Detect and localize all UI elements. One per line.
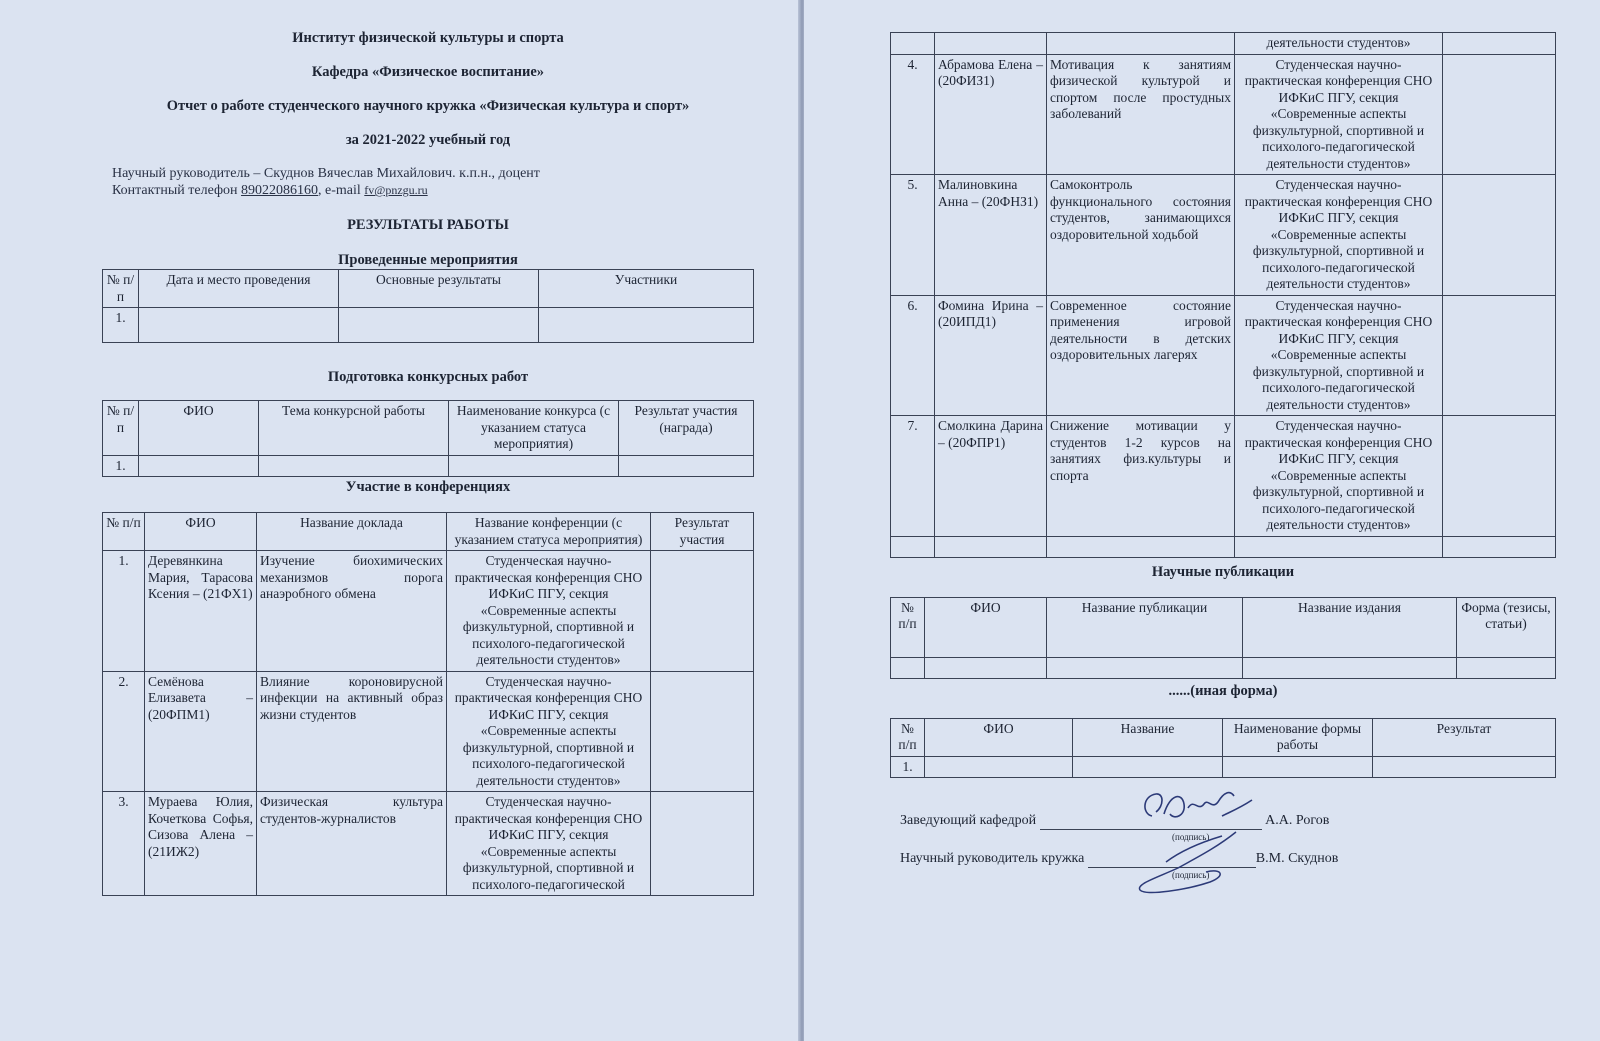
table-row <box>891 54 1556 175</box>
signature-caption: (подпись) <box>1172 832 1210 842</box>
table-cell: Семёнова Елизавета – (20ФПМ1) <box>145 671 257 792</box>
table-cell: Изучение биохимических механизмов порога анаэробного обмена <box>257 551 447 672</box>
leader-signature-line <box>900 850 1338 868</box>
col-header: Название издания <box>1243 597 1457 657</box>
table-cell <box>539 308 754 343</box>
table-cell <box>891 33 935 55</box>
table-row <box>891 756 1556 778</box>
table-cell <box>935 33 1047 55</box>
col-header: № п/п <box>891 597 925 657</box>
col-header: Результат участия <box>651 513 754 551</box>
col-header: Наименование формы работы <box>1223 718 1373 756</box>
table-cell: Студенческая научно-практическая конференция СНО ИФКиС ПГУ, секция «Современные аспекты физкультурной, спортивной и психолого-педагогической деятельности студентов» <box>1235 416 1443 537</box>
table-row <box>103 455 754 477</box>
report-title: Отчет о работе студенческого научного кружка «Физическая культура и спорт» <box>166 98 690 114</box>
table-header-row <box>891 718 1556 756</box>
table-row <box>891 295 1556 416</box>
table-row <box>891 33 1556 55</box>
table-cell: Студенческая научно-практическая конференция СНО ИФКиС ПГУ, секция «Современные аспекты физкультурной, спортивной и психолого-педагогической деятельности студентов» <box>447 671 651 792</box>
table-row <box>103 551 754 672</box>
col-header: ФИО <box>145 513 257 551</box>
table-cell <box>1373 756 1556 778</box>
table-cell: 2. <box>103 671 145 792</box>
table-cell <box>449 455 619 477</box>
leader-signature-icon <box>1126 828 1256 898</box>
table-cell: 7. <box>891 416 935 537</box>
contact-email-label: , e-mail <box>318 183 365 198</box>
conferences-table <box>102 512 754 896</box>
table-cell <box>259 455 449 477</box>
department-heading: Кафедра «Физическое воспитание» <box>311 64 545 80</box>
contact-email: fv@pnzgu.ru <box>364 183 428 197</box>
events-table <box>102 269 754 343</box>
table-cell: Мотивация к занятиям физической культурой и спортом после простудных заболеваний <box>1047 54 1235 175</box>
table-cell <box>1443 33 1556 55</box>
col-header: Название публикации <box>1047 597 1243 657</box>
head-name: А.А. Рогов <box>1265 813 1330 828</box>
table-cell: Физическая культура студентов-журналистов <box>257 792 447 896</box>
col-header: № п/п <box>103 513 145 551</box>
col-header: Основные результаты <box>339 270 539 308</box>
col-header: Название конференции (с указанием статуса мероприятия) <box>447 513 651 551</box>
contest-table <box>102 400 754 477</box>
institute-heading: Институт физической культуры и спорта <box>292 30 564 46</box>
signature-block <box>890 812 1556 902</box>
other-form-title: ......(иная форма) <box>1168 682 1278 699</box>
table-cell <box>139 455 259 477</box>
table-cell: 1. <box>891 756 925 778</box>
table-cell <box>925 756 1073 778</box>
report-year: за 2021-2022 учебный год <box>345 132 511 148</box>
col-header: Результат участия (награда) <box>619 401 754 456</box>
table-cell: 1. <box>103 551 145 672</box>
table-cell: Современное состояние применения игровой деятельности в детских оздоровительных лагерях <box>1047 295 1235 416</box>
publications-table <box>890 597 1556 679</box>
table-row <box>103 792 754 896</box>
col-header: Тема конкурсной работы <box>259 401 449 456</box>
table-cell: Смолкина Дарина – (20ФПР1) <box>935 416 1047 537</box>
table-cell: 4. <box>891 54 935 175</box>
table-cell <box>891 657 925 678</box>
col-header: № п/п <box>103 401 139 456</box>
contact-phone: 89022086160 <box>241 183 319 198</box>
table-cell: Малиновкина Анна – (20ФНЗ1) <box>935 175 1047 296</box>
col-header: Название <box>1073 718 1223 756</box>
contact-line <box>112 182 754 199</box>
table-cell: Студенческая научно-практическая конференция СНО ИФКиС ПГУ, секция «Современные аспекты физкультурной, спортивной и психолого-педагогической деятельности студентов» <box>1235 175 1443 296</box>
table-cell: Снижение мотивации у студентов 1-2 курсов на занятиях физ.культуры и спорта <box>1047 416 1235 537</box>
conferences-table-continued <box>890 32 1556 558</box>
right-page <box>804 0 1600 1041</box>
table-row <box>891 657 1556 678</box>
events-title: Проведенные мероприятия <box>338 252 518 268</box>
table-cell: Студенческая научно-практическая конференция СНО ИФКиС ПГУ, секция «Современные аспекты физкультурной, спортивной и психолого-педагогической деятельности студентов» <box>1235 54 1443 175</box>
table-row <box>103 671 754 792</box>
table-row <box>891 416 1556 537</box>
table-cell <box>651 792 754 896</box>
table-cell <box>1443 54 1556 175</box>
conferences-title: Участие в конференциях <box>345 479 511 495</box>
table-cell <box>139 308 339 343</box>
table-cell: Влияние короновирусной инфекции на активный образ жизни студентов <box>257 671 447 792</box>
table-header-row <box>103 401 754 456</box>
col-header: № п/п <box>891 718 925 756</box>
contact-label: Контактный телефон <box>112 183 242 198</box>
table-header-row <box>103 270 754 308</box>
table-cell: Студенческая научно-практическая конференция СНО ИФКиС ПГУ, секция «Современные аспекты физкультурной, спортивной и психолого-педагогической деятельности студентов» <box>1235 295 1443 416</box>
table-cell <box>925 657 1047 678</box>
table-cell <box>1443 416 1556 537</box>
table-cell <box>1457 657 1556 678</box>
head-label: Заведующий кафедрой <box>900 813 1037 828</box>
supervisor-info <box>112 166 754 199</box>
publications-title: Научные публикации <box>1151 563 1295 580</box>
table-cell <box>1047 657 1243 678</box>
table-row <box>103 308 754 343</box>
table-header-row <box>103 513 754 551</box>
table-cell <box>651 551 754 672</box>
col-header: Наименование конкурса (с указанием статуса мероприятия) <box>449 401 619 456</box>
table-cell: 5. <box>891 175 935 296</box>
leader-name: В.М. Скуднов <box>1255 851 1339 866</box>
table-cell: 3. <box>103 792 145 896</box>
table-cell: 1. <box>103 455 139 477</box>
table-cell <box>1047 33 1235 55</box>
table-header-row <box>891 597 1556 657</box>
other-form-table <box>890 718 1556 779</box>
table-cell: Абрамова Елена – (20ФИЗ1) <box>935 54 1047 175</box>
table-cell <box>1073 756 1223 778</box>
table-cell: Студенческая научно-практическая конференция СНО ИФКиС ПГУ, секция «Современные аспекты физкультурной, спортивной и психолого-педагогической деятельности студентов» <box>447 551 651 672</box>
supervisor-line: Научный руководитель – Скуднов Вячеслав Михайлович. к.п.н., доцент <box>112 166 540 181</box>
table-cell: 6. <box>891 295 935 416</box>
table-cell <box>339 308 539 343</box>
table-cell <box>619 455 754 477</box>
col-header: Форма (тезисы, статьи) <box>1457 597 1556 657</box>
col-header: ФИО <box>925 718 1073 756</box>
col-header: Дата и место проведения <box>139 270 339 308</box>
table-cell <box>1223 756 1373 778</box>
table-cell: Студенческая научно-практическая конференция СНО ИФКиС ПГУ, секция «Современные аспекты физкультурной, спортивной и психолого-педагогической <box>447 792 651 896</box>
col-header: Результат <box>1373 718 1556 756</box>
table-cell: Самоконтроль функционального состояния студентов, занимающихся оздоровительной ходьбой <box>1047 175 1235 296</box>
col-header: Название доклада <box>257 513 447 551</box>
leader-label: Научный руководитель кружка <box>900 851 1085 866</box>
col-header: Участники <box>539 270 754 308</box>
col-header: № п/п <box>103 270 139 308</box>
head-signature-line <box>900 812 1329 830</box>
contest-title: Подготовка конкурсных работ <box>327 369 529 385</box>
table-cell <box>1443 295 1556 416</box>
table-row <box>891 536 1556 557</box>
col-header: ФИО <box>139 401 259 456</box>
col-header: ФИО <box>925 597 1047 657</box>
table-row <box>891 175 1556 296</box>
table-cell <box>651 671 754 792</box>
table-cell: Мураева Юлия, Кочеткова Софья, Сизова Алена – (21ИЖ2) <box>145 792 257 896</box>
table-cell: деятельности студентов» <box>1235 33 1443 55</box>
table-cell: 1. <box>103 308 139 343</box>
table-cell: Деревянкина Мария, Тарасова Ксения – (21ФХ1) <box>145 551 257 672</box>
signature-caption: (подпись) <box>1172 870 1210 880</box>
table-cell <box>1443 175 1556 296</box>
table-cell: Фомина Ирина – (20ИПД1) <box>935 295 1047 416</box>
table-cell <box>1243 657 1457 678</box>
results-heading: РЕЗУЛЬТАТЫ РАБОТЫ <box>347 217 509 233</box>
